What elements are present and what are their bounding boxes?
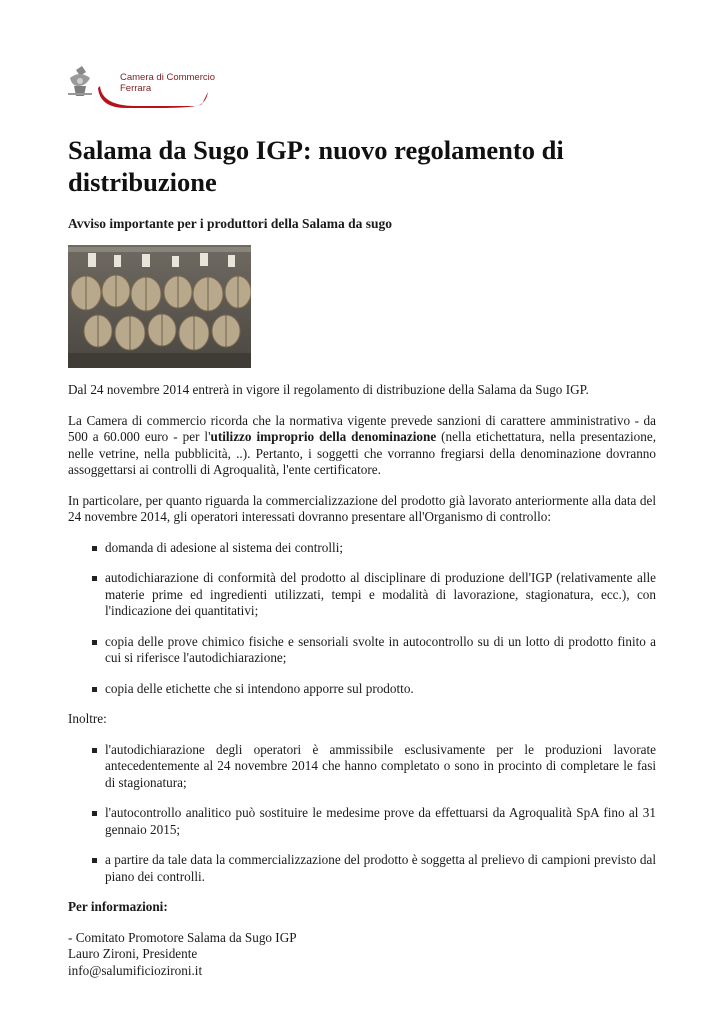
list-item: autodichiarazione di conformità del prodotto al disciplinare di produzione dell'IGP (relativamente alle materie prime ed ingredienti utilizzati, tempi e modalità di lavorazione, stagionatura, ecc.), con l'indicazione dei quantitativi; [68,570,656,620]
list-item: l'autocontrollo analitico può sostituire le medesime prove da effettuarsi da Agroqualità SpA fino al 31 gennaio 2015; [68,805,656,838]
salama-photo [68,245,251,368]
red-swoosh-icon [96,84,211,110]
sanctions-text-before: La Camera di commercio ricorda che la normativa vigente prevede sanzioni di carattere amministrativo - da 500 a 60.000 euro - per l' [68,412,656,444]
contact-person: Lauro Zironi, Presidente [68,946,198,961]
sanctions-bold-text: utilizzo improprio della denominazione [210,429,437,444]
intro-paragraph: Dal 24 novembre 2014 entrerà in vigore il regolamento di distribuzione della Salama da Sugo IGP. [68,382,589,397]
requirements-paragraph: In particolare, per quanto riguarda la commercializzazione del prodotto già lavorato anteriormente alla data del 24 novembre 2014, gli operatori interessati dovranno presentare all'Organismo di controllo: [68,492,656,524]
notes-list [68,742,656,886]
contact-organization: - Comitato Promotore Salama da Sugo IGP [68,929,297,945]
contact-email[interactable]: info@salumificiozironi.it [68,962,203,978]
logo-line-2: Ferrara [120,83,152,94]
page-title: Salama da Sugo IGP: nuovo regolamento di distribuzione [68,135,564,197]
list-item: copia delle prove chimico fisiche e sensoriali svolte in autocontrollo su di un lotto di prodotto finito a cui si riferisce l'autodichiarazione; [68,634,656,667]
chamber-logo [66,64,216,114]
logo-line-1: Camera di Commercio [120,72,216,83]
inoltre-label: Inoltre: [68,711,107,726]
requirements-list [68,540,656,698]
subtitle: Avviso importante per i produttori della Salama da sugo [68,216,393,231]
info-heading [68,899,656,916]
list-item: l'autodichiarazione degli operatori è ammissibile esclusivamente per le produzioni lavorate antecedentemente al 24 novembre 2014 che hanno completato o sono in procinto di completare le fasi di stagionatura; [68,742,656,792]
article-body [68,382,656,979]
contact-block [68,930,656,980]
list-item: a partire da tale data la commercializzazione del prodotto è soggetta al prelievo di campioni previsto dal piano dei controlli. [68,852,656,885]
list-item: copia delle etichette che si intendono apporre sul prodotto. [68,681,656,698]
sanctions-paragraph [68,413,656,479]
list-item: domanda di adesione al sistema dei controlli; [68,540,656,557]
sanctions-text-after: (nella etichettatura, nella presentazione, nelle vetrine, nella pubblicità, ..). Pertanto, i soggetti che vorranno fregiarsi della denominazione dovranno assoggettarsi ai controlli di Agroqualità, l'ente certificatore. [68,429,656,477]
info-heading-text: Per informazioni: [68,899,168,914]
